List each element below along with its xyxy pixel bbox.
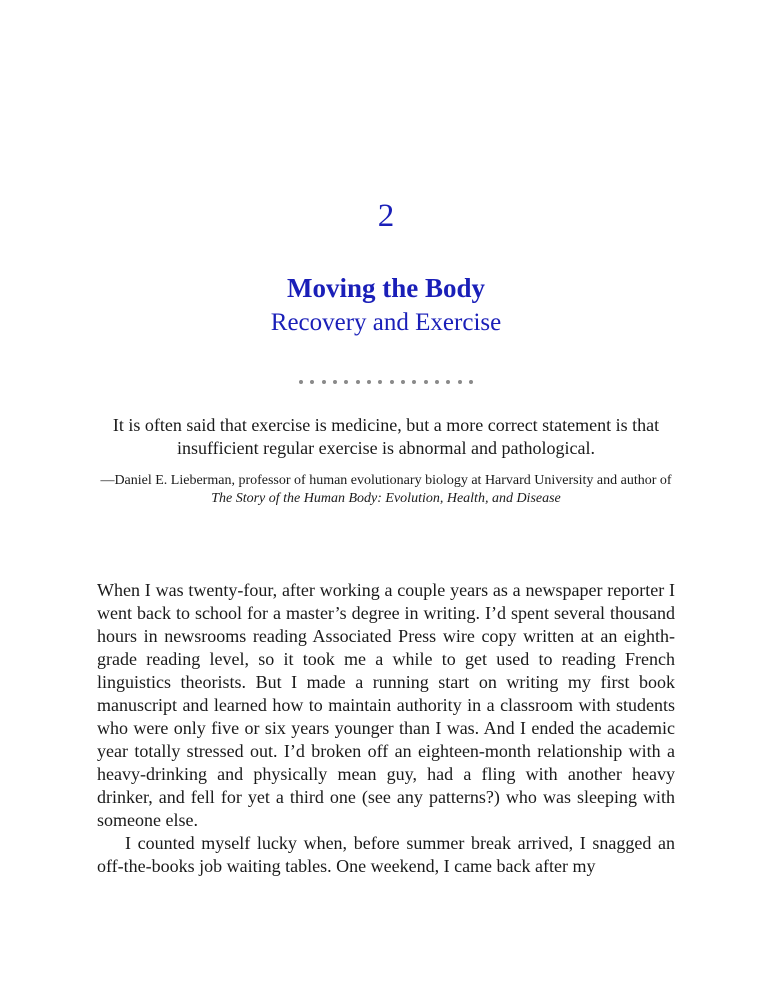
ornament-dot <box>333 380 337 384</box>
ornament-dot <box>435 380 439 384</box>
ornament-dot <box>322 380 326 384</box>
body-paragraph: When I was twenty-four, after working a couple years as a newspaper reporter I went back to school for a master’s degree in writing. I’d spent several thousand hours in newsrooms reading Associated Press wire copy written at an eighth-grade reading level, so it took me a while to get used to reading French linguistics theorists. But I made a running start on writing my first book manuscript and learned how to maintain authority in a classroom with students who were only five or six years younger than I was. And I ended the academic year totally stressed out. I’d broken off an eighteen-month relationship with a heavy-drinking and physically mean guy, had a fling with another heavy drinker, and fell for yet a third one (see any patterns?) who was sleeping with someone else. <box>97 580 675 830</box>
ornament-dot <box>310 380 314 384</box>
ornament-dot <box>367 380 371 384</box>
body-text <box>97 579 675 878</box>
ornament-dot <box>344 380 348 384</box>
epigraph-quote: It is often said that exercise is medicine, but a more correct statement is that insufficient regular exercise is abnormal and pathological. <box>112 415 660 458</box>
body-paragraph: I counted myself lucky when, before summer break arrived, I snagged an off-the-books job waiting tables. One weekend, I came back after my <box>97 833 675 876</box>
attribution-book-title: The Story of the Human Body: Evolution, Health, and Disease <box>211 491 561 506</box>
ornament-dot <box>401 380 405 384</box>
chapter-title: Moving the Body <box>286 273 486 303</box>
ornament-dot <box>356 380 360 384</box>
epigraph-attribution <box>90 472 682 508</box>
chapter-subtitle: Recovery and Exercise <box>270 309 502 336</box>
ornament-dot <box>378 380 382 384</box>
ornament-dot <box>412 380 416 384</box>
chapter-number: 2 <box>377 198 395 234</box>
ornament-dot <box>390 380 394 384</box>
ornament-dot <box>299 380 303 384</box>
ornament-dot <box>458 380 462 384</box>
ornament-dot <box>446 380 450 384</box>
ornament-divider <box>299 378 473 386</box>
attribution-author: —Daniel E. Lieberman, professor of human evolutionary biology at Harvard University and author of <box>100 473 672 488</box>
ornament-dot <box>424 380 428 384</box>
ornament-dot <box>469 380 473 384</box>
